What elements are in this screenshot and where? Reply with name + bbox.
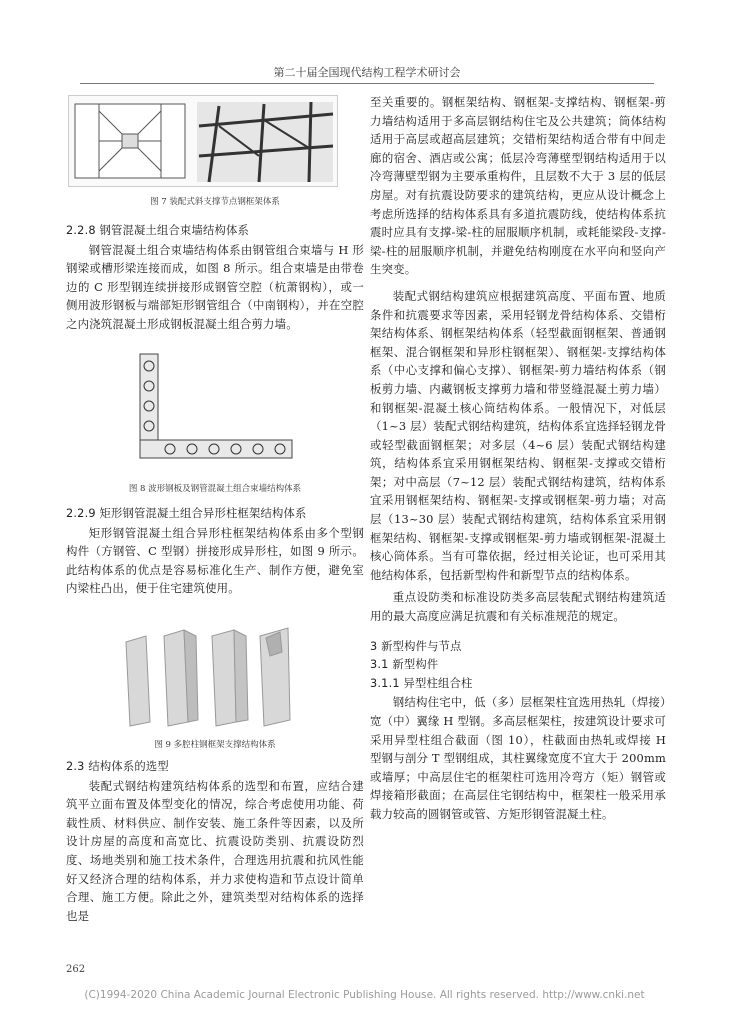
figure-8: [130, 352, 300, 464]
section-2-3-paragraph: 装配式钢结构建筑结构体系的选型和布置，应结合建筑平立面布置及体型变化的情况，综合考虑使用功能、荷载性质、材料供应、制作安装、施工条件等因素，以及所设计房屋的高度和高宽比、抗震设防类别、抗震设防烈度、场地类别和施工技术条件，合理选用抗震和抗风性能好又经济合理的结构体系，并力求使构造和节点设计简单合理、施工方便。除此之外，建筑类型对结构体系的选择也是: [66, 778, 364, 923]
section-2-2-9-paragraph: 矩形钢管混凝土组合异形柱框架结构体系由多个型钢构件（方钢管、C 型钢）拼接形成异形柱，如图 9 所示。此结构体系的优点是容易标准化生产、制作方便，避免室内梁柱凸出，便于住宅建筑使用。: [66, 525, 364, 596]
section-3-1-1-heading: 3.1.1 异型柱组合柱: [370, 676, 473, 690]
figure-9-caption: 图 9 多腔柱钢框架支撑结构体系: [154, 740, 276, 750]
copyright-footer: (C)1994-2020 China Academic Journal Electronic Publishing House. All rights reserved. http://www.cnki.net: [84, 989, 645, 1001]
section-2-2-8-paragraph: 钢管混凝土组合束墙结构体系由钢管组合束墙与 H 形钢梁或槽形梁连接而成，如图 8 所示。组合束墙是由带卷边的 C 形型钢连续拼接形成钢管空腔（杭萧钢构），或一侧用波形钢板与端部矩形钢管组合（中南钢构），并在空腔之内浇筑混凝土形成钢板混凝土组合剪力墙。: [66, 242, 364, 331]
figure-9: [120, 622, 300, 730]
figure-8-caption: 图 8 波形钢板及钢管混凝土组合束墙结构体系: [128, 484, 302, 494]
running-header: 第二十届全国现代结构工程学术研讨会: [80, 64, 654, 84]
figure-7-drawing: [69, 96, 337, 186]
section-3-1-heading: 3.1 新型构件: [370, 658, 439, 672]
page-number: 262: [66, 964, 86, 975]
right-paragraph-2: 装配式钢结构建筑应根据建筑高度、平面布置、地质条件和抗震要求等因素，采用轻钢龙骨结构体系、交错桁架结构体系、钢框架结构体系（轻型截面钢框架、普通钢框架、混合钢框架和异形柱钢框架）、钢框架-支撑结构体系（中心支撑和偏心支撑）、钢框架-剪力墙结构体系（钢板剪力墙、内藏钢板支撑剪力墙和带竖缝混凝土剪力墙）和钢框架-混凝土核心筒结构体系。一般情况下，对低层（1~3 层）装配式钢结构建筑，结构体系宜选择轻钢龙骨或轻型截面钢框架；对多层（4~6 层）装配式钢结构建筑，结构体系宜采用钢框架结构、钢框架-支撑或交错桁架；对中高层（7~12 层）装配式钢结构建筑，结构体系宜采用钢框架结构、钢框架-支撑或钢框架-剪力墙；对高层（13~30 层）装配式钢结构建筑，结构体系宜采用钢框架结构、钢框架-支撑或钢框架-剪力墙或钢框架-混凝土核心筒体系。当有可靠依据，经过相关论证，也可采用其他结构体系，包括新型构件和新型节点的结构体系。: [370, 288, 666, 582]
figure-8-drawing: [130, 352, 300, 464]
right-paragraph-1: 至关重要的。钢框架结构、钢框架-支撑结构、钢框架-剪力墙结构适用于多高层钢结构住宅及公共建筑；筒体结构适用于高层或超高层建筑；交错桁架结构适合带有中间走廊的宿舍、酒店或公寓；低层冷弯薄壁型钢结构适用于以冷弯薄壁型钢为主要承重构件，且层数不大于 3 层的低层房屋。对有抗震设防要求的建筑结构，更应从设计概念上考虑所选择的结构体系具有多道抗震防线，使结构体系抗震时应具有支撑-梁-柱的屈服顺序机制，或耗能梁段-支撑-梁-柱的屈服顺序机制，并避免结构刚度在水平向和竖向产生突变。: [370, 95, 666, 277]
right-paragraph-4: 钢结构住宅中，低（多）层框架柱宜选用热轧（焊接）宽（中）翼缘 H 型钢。多高层框架柱，按建筑设计要求可采用异型柱组合截面（图 10），柱截面由热轧或焊接 H 型钢与剖分 T 型钢组成，其柱翼缘宽度不宜大于 200mm 或墙厚；中高层住宅的框架柱可选用冷弯方（矩）钢管或焊接箱形截面；在高层住宅钢结构中，框架柱一般采用承载力较高的圆钢管或管、方矩形钢管混凝土柱。: [370, 695, 666, 821]
figure-7-caption: 图 7 装配式斜支撑节点钢框架体系: [150, 197, 280, 207]
section-2-2-8-heading: 2.2.8 钢管混凝土组合束墙结构体系: [66, 224, 249, 237]
right-paragraph-3: 重点设防类和标准设防类多高层装配式钢结构建筑适用的最大高度应满足抗震和有关标准规范的规定。: [370, 590, 666, 624]
section-3-heading: 3 新型构件与节点: [370, 639, 462, 653]
figure-9-drawing: [120, 622, 300, 730]
section-2-2-9-heading: 2.2.9 矩形钢管混凝土组合异形柱框架结构体系: [66, 507, 307, 520]
section-2-3-heading: 2.3 结构体系的选型: [66, 760, 169, 773]
figure-7: [68, 95, 338, 187]
